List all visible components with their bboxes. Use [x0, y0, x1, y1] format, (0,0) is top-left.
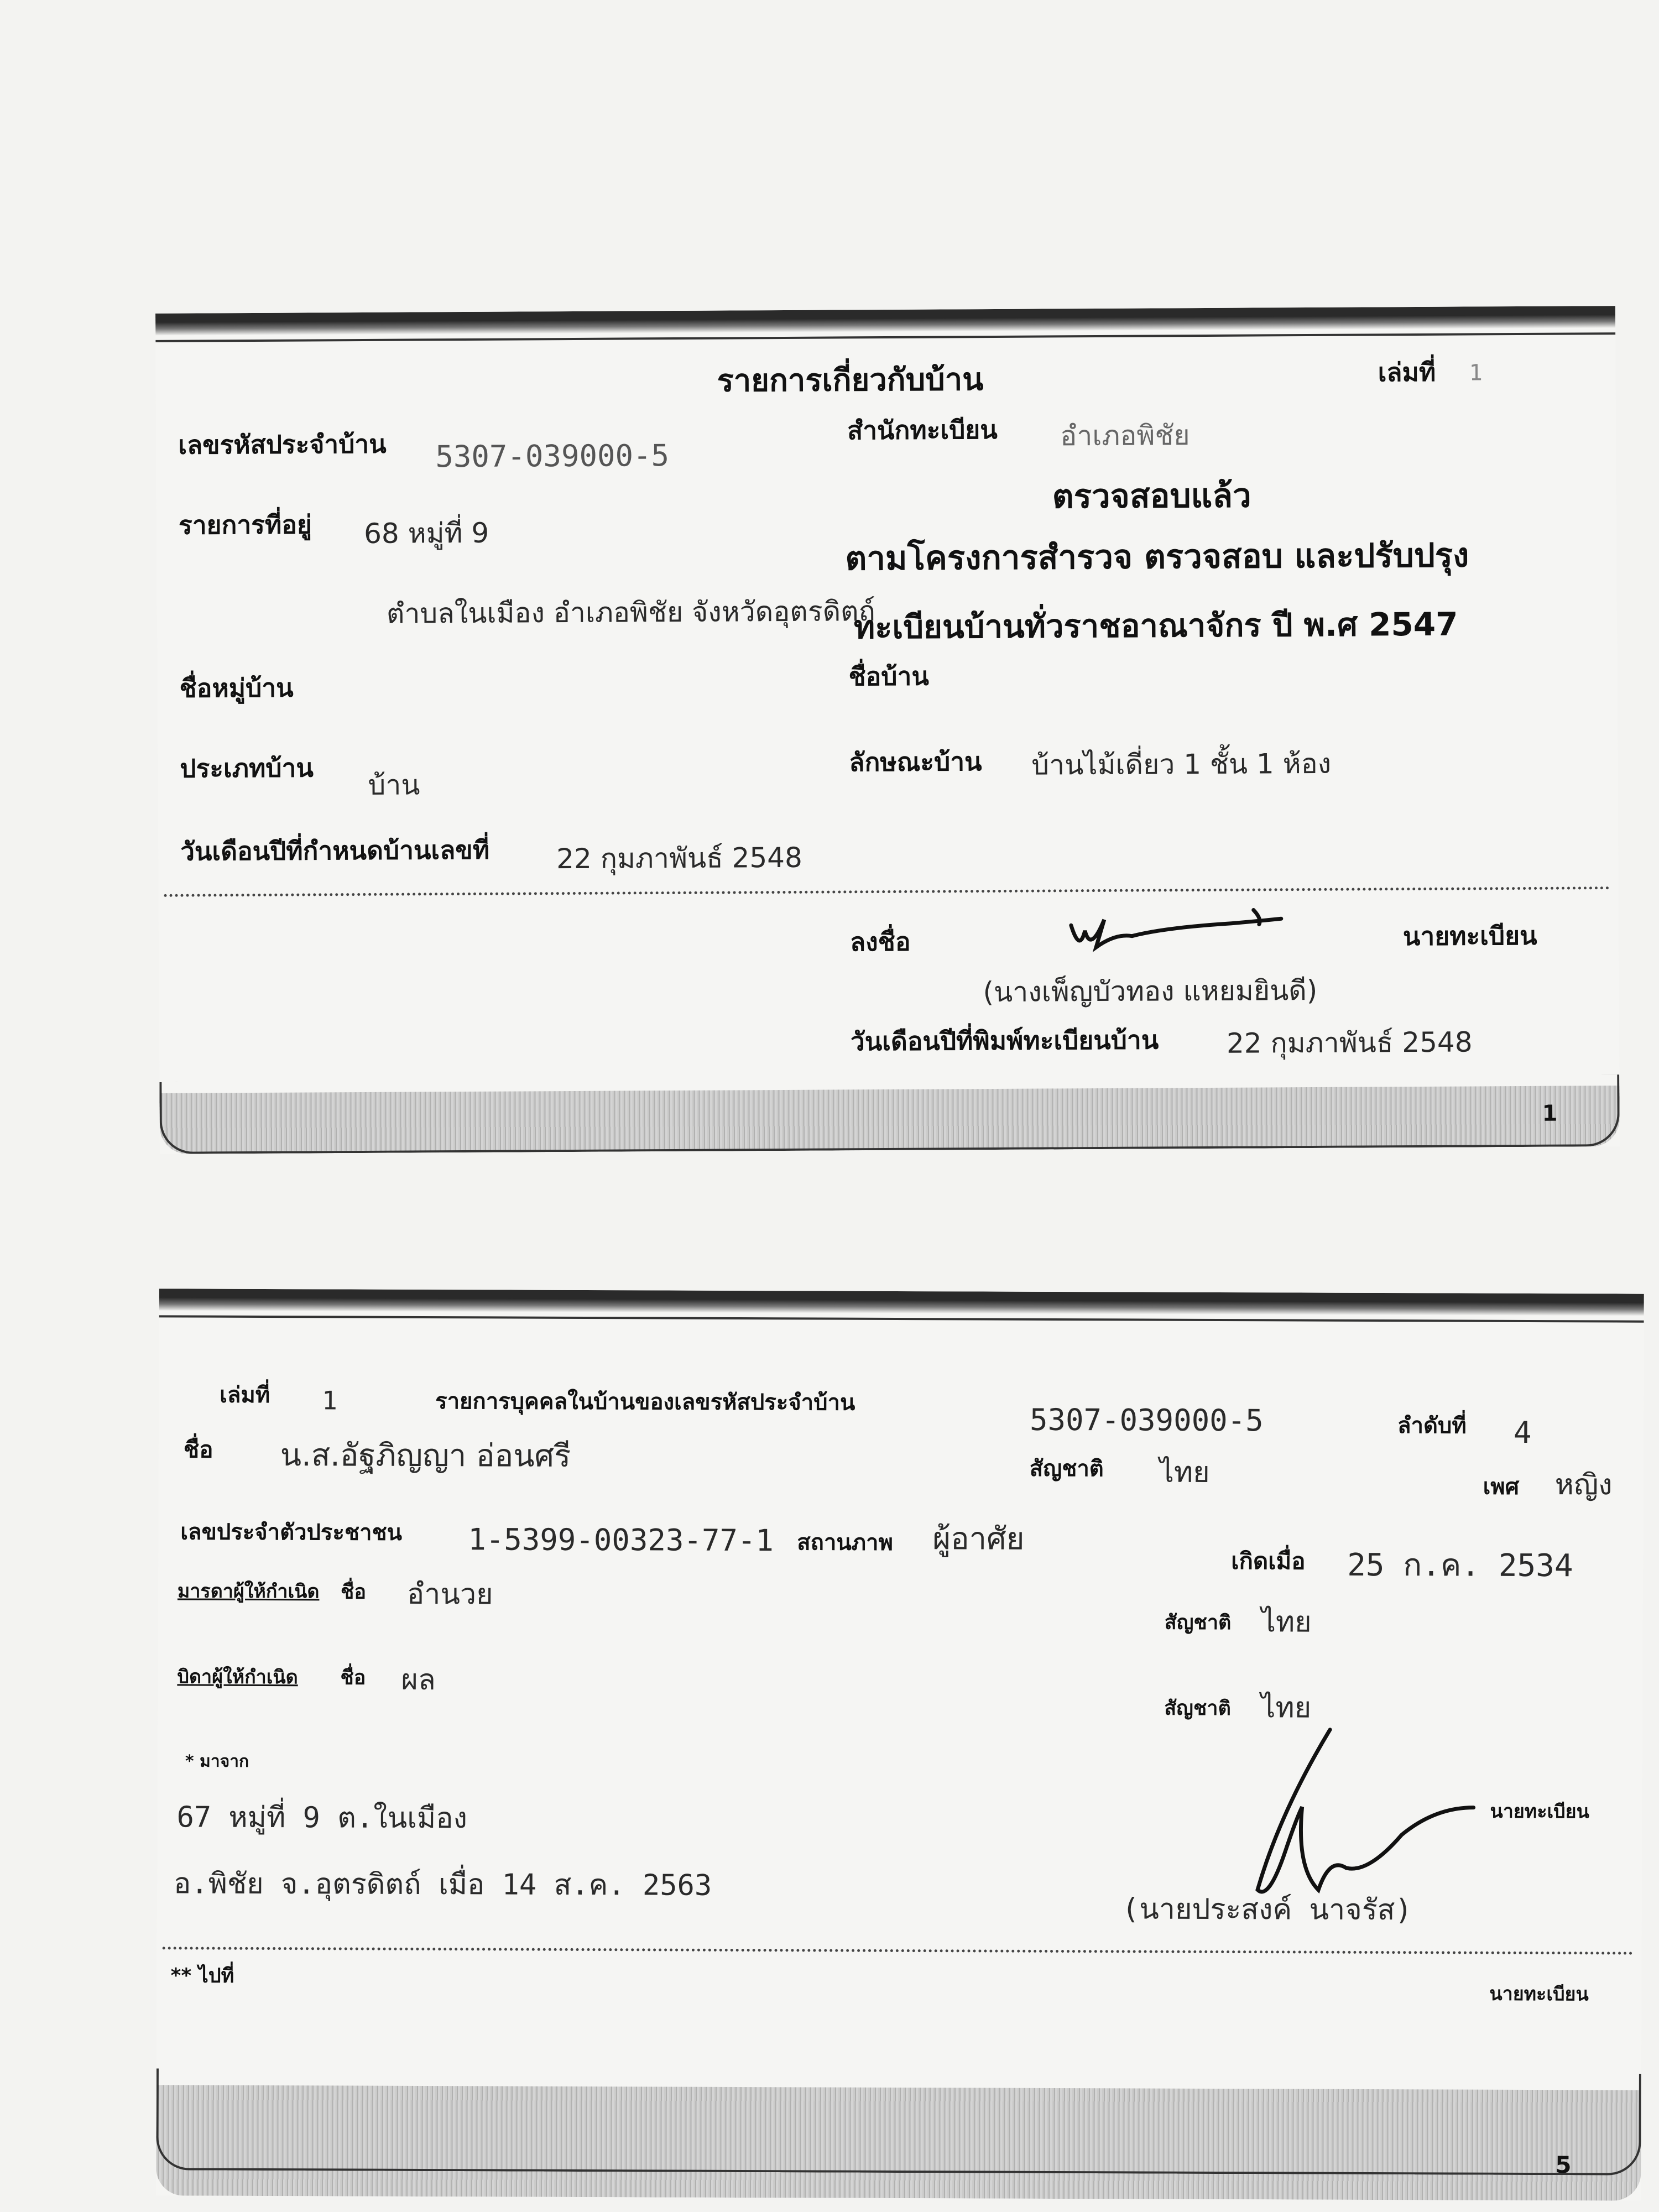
village-name-label: ชื่อหมู่บ้าน — [179, 672, 294, 703]
nationality-label: สัญชาติ — [1029, 1455, 1104, 1482]
card-top-edge — [159, 1288, 1644, 1316]
number-date-value: 22 กุมภาพันธ์ 2548 — [556, 841, 802, 875]
father-name-value: ผล — [401, 1663, 436, 1697]
came-from-line1: 67 หมู่ที่ 9 ต.ในเมือง — [176, 1801, 467, 1835]
house-type-value: บ้าน — [368, 769, 420, 801]
card-bottom-edge — [156, 2068, 1641, 2179]
page1-title: รายการเกี่ยวกับบ้าน — [717, 362, 984, 399]
came-from-label: * มาจาก — [185, 1751, 249, 1771]
father-name-label: ชื่อ — [340, 1666, 366, 1689]
book-value: 1 — [1469, 360, 1483, 386]
sex-label: เพศ — [1483, 1474, 1520, 1500]
address-line1: 68 หมู่ที่ 9 — [363, 517, 489, 550]
house-character-label: ลักษณะบ้าน — [849, 747, 982, 778]
status-value: ผู้อาศัย — [932, 1521, 1025, 1557]
father-nat-value: ไทย — [1261, 1691, 1312, 1725]
person-registrar-signature — [1235, 1724, 1479, 1907]
person-record-card — [156, 1288, 1644, 2200]
signed-label: ลงชื่อ — [849, 926, 911, 957]
page-number: 1 — [1542, 1100, 1558, 1126]
print-date-label: วันเดือนปีที่พิมพ์ทะเบียนบ้าน — [850, 1025, 1159, 1057]
house-code-value: 5307-039000-5 — [435, 438, 670, 474]
stamp-line2: ทะเบียนบ้านทั่วราชอาณาจักร ปี พ.ศ 2547 — [853, 605, 1458, 646]
born-label: เกิดเมื่อ — [1231, 1547, 1306, 1575]
dotted-separator — [163, 1947, 1634, 1954]
came-from-line2: อ.พิชัย จ.อุตรดิตถ์ เมื่อ 14 ส.ค. 2563 — [174, 1867, 712, 1902]
page-number: 5 — [1555, 2151, 1572, 2179]
father-label: บิดาผู้ให้กำเนิด — [177, 1666, 298, 1689]
father-nat-label: สัญชาติ — [1164, 1697, 1231, 1720]
book-value: 1 — [322, 1385, 337, 1416]
page2-title: รายการบุคคลในบ้านของเลขรหัสประจำบ้าน — [435, 1389, 855, 1416]
stamp-line1: ตามโครงการสำรวจ ตรวจสอบ และปรับปรุง — [845, 536, 1469, 578]
mother-label: มารดาผู้ให้กำเนิด — [177, 1580, 320, 1603]
book-label: เล่มที่ — [1378, 357, 1436, 388]
id-value: 1-5399-00323-77-1 — [468, 1522, 774, 1558]
dotted-separator — [164, 886, 1610, 897]
registrar-signature — [1066, 902, 1298, 958]
person-registrar-name: (นายประสงค์ นาจรัส) — [1121, 1892, 1412, 1927]
mother-name-value: อำนวย — [406, 1577, 493, 1611]
status-label: สถานภาพ — [797, 1530, 893, 1556]
sex-value: หญิง — [1554, 1468, 1613, 1502]
id-label: เลขประจำตัวประชาชน — [180, 1519, 403, 1546]
address-line2: ตำบลในเมือง อำเภอพิชัย จังหวัดอุตรดิตถ์ — [386, 595, 875, 630]
registrar-label: นายทะเบียน — [1402, 920, 1537, 952]
header-rule — [159, 1315, 1644, 1322]
house-details-card — [155, 306, 1620, 1154]
verified-stamp: ตรวจสอบแล้ว — [1052, 476, 1251, 517]
registry-office-value: อำเภอพิชัย — [1060, 419, 1190, 452]
order-value: 4 — [1513, 1415, 1532, 1450]
number-date-label: วันเดือนปีที่กำหนดบ้านเลขที่ — [180, 834, 490, 867]
house-code-value: 5307-039000-5 — [1029, 1402, 1264, 1438]
house-character-value: บ้านไม้เดี่ยว 1 ชั้น 1 ห้อง — [1031, 747, 1332, 781]
mother-nat-label: สัญชาติ — [1164, 1611, 1232, 1635]
order-label: ลำดับที่ — [1397, 1413, 1467, 1439]
name-label: ชื่อ — [183, 1436, 213, 1463]
print-date-value: 22 กุมภาพันธ์ 2548 — [1226, 1026, 1473, 1060]
registrar-label-1: นายทะเบียน — [1490, 1800, 1589, 1823]
registrar-label-2: นายทะเบียน — [1489, 1983, 1589, 2006]
mother-name-label: ชื่อ — [340, 1580, 367, 1604]
name-value: น.ส.อัฐภิญญา อ่อนศรี — [280, 1437, 571, 1474]
house-type-label: ประเภทบ้าน — [180, 753, 314, 784]
moved-to-label: ** ไปที่ — [170, 1964, 234, 1987]
house-name-label: ชื่อบ้าน — [848, 661, 929, 692]
born-value: 25 ก.ค. 2534 — [1347, 1547, 1573, 1584]
address-label: รายการที่อยู่ — [178, 509, 312, 540]
registrar-name: (นางเพ็ญบัวทอง แหยมยินดี) — [983, 974, 1318, 1009]
card-bottom-edge — [159, 1074, 1620, 1154]
card-top-edge — [155, 306, 1615, 336]
book-label: เล่มที่ — [220, 1382, 270, 1408]
mother-nat-value: ไทย — [1261, 1605, 1312, 1639]
house-code-label: เลขรหัสประจำบ้าน — [178, 429, 387, 460]
nationality-value: ไทย — [1159, 1455, 1210, 1489]
registry-office-label: สำนักทะเบียน — [847, 414, 998, 446]
